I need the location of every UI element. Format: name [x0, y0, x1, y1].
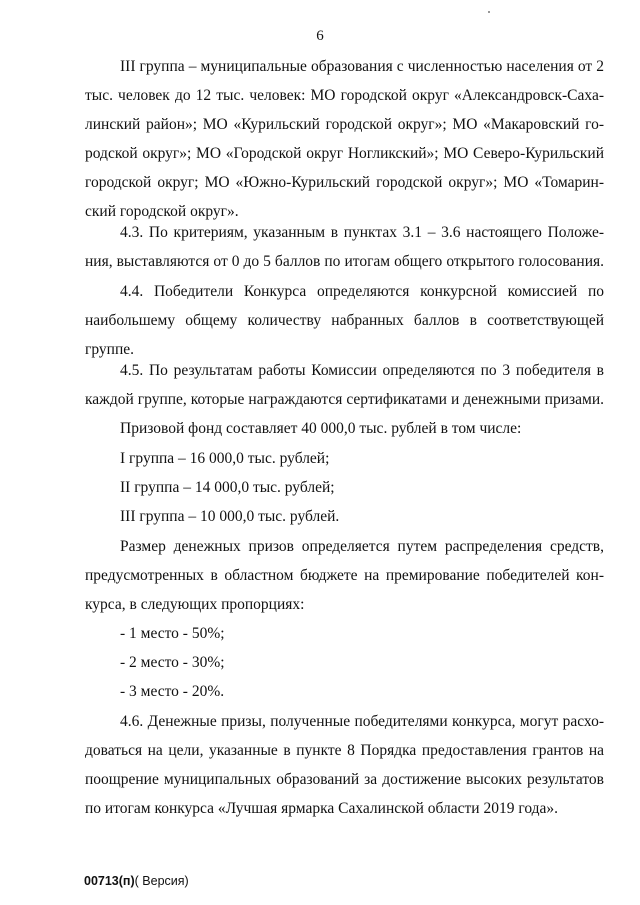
text-line: каждой группе, которые награждаются сертификатами и денежными призами. — [85, 391, 604, 408]
text-line: группе. — [85, 341, 134, 358]
text-line: тыс. человек до 12 тыс. человек: МО городской округ «Александровск-Саха- — [85, 87, 604, 104]
text-line: родской округ»; МО «Городской округ Ногликский»; МО Северо-Курильский — [85, 145, 604, 162]
document-footer — [84, 874, 189, 888]
text-line: поощрение муниципальных образований за достижение высоких результатов — [85, 771, 604, 788]
text-line: 4.6. Денежные призы, полученные победителями конкурса, могут расхо- — [120, 713, 604, 730]
text-line: - 3 место - 20%. — [120, 683, 225, 700]
text-line: - 2 место - 30%; — [120, 654, 225, 671]
text-line: Призовой фонд составляет 40 000,0 тыс. рублей в том числе: — [120, 420, 522, 437]
text-line: I группа – 16 000,0 тыс. рублей; — [120, 450, 330, 467]
text-line: наибольшему общему количеству набранных баллов в соответствующей — [85, 312, 604, 329]
text-line: III группа – муниципальные образования с численностью населения от 2 — [120, 58, 604, 75]
text-line: ский городской округ». — [85, 203, 239, 220]
text-line: II группа – 14 000,0 тыс. рублей; — [120, 479, 335, 496]
text-line: курса, в следующих пропорциях: — [85, 596, 305, 613]
text-line: 4.3. По критериям, указанным в пунктах 3.1 – 3.6 настоящего Положе- — [120, 224, 604, 241]
text-line: III группа – 10 000,0 тыс. рублей. — [120, 508, 340, 525]
text-line: ния, выставляются от 0 до 5 баллов по итогам общего открытого голосования. — [85, 253, 604, 270]
text-line: предусмотренных в областном бюджете на премирование победителей кон- — [85, 567, 604, 584]
text-line: линский район»; МО «Курильский городской округ»; МО «Макаровский го- — [85, 116, 604, 133]
page-number: 6 — [316, 28, 324, 44]
text-line: городской округ; МО «Южно-Курильский городской округ»; МО «Томарин- — [85, 174, 604, 191]
text-line: доваться на цели, указанные в пункте 8 Порядка предоставления грантов на — [85, 742, 604, 759]
text-line: Размер денежных призов определяется путем распределения средств, — [120, 538, 604, 555]
text-line: 4.4. Победители Конкурса определяются конкурсной комиссией по — [120, 283, 604, 300]
text-line: по итогам конкурса «Лучшая ярмарка Сахалинской области 2019 года». — [85, 800, 559, 817]
scan-speck — [488, 11, 490, 13]
text-line: - 1 место - 50%; — [120, 625, 225, 642]
document-version: ( Версия) — [134, 874, 189, 888]
text-line: 4.5. По результатам работы Комиссии определяются по 3 победителя в — [120, 362, 604, 379]
document-code: 00713(п) — [84, 874, 135, 888]
